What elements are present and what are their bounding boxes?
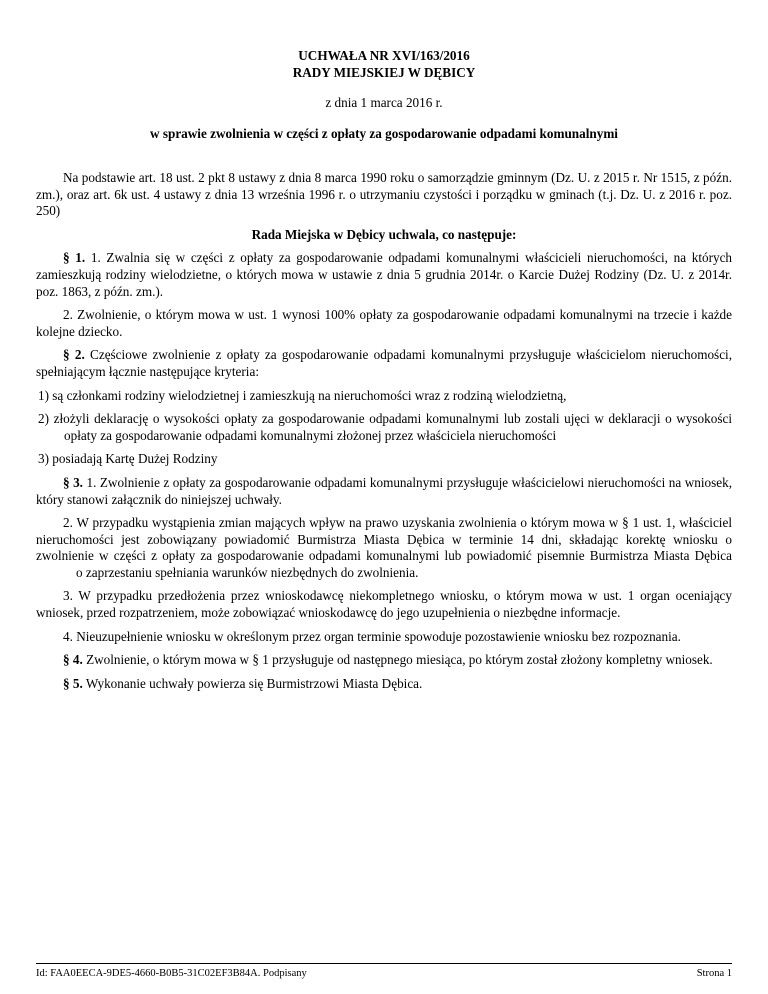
section-3-text-1: 1. Zwolnienie z opłaty za gospodarowanie odpadami komunalnymi przysługuje właścicielowi nieruchomości na wniosek, który stanowi załącznik do niniejszej uchwały.	[36, 474, 732, 507]
resolution-number: UCHWAŁA NR XVI/163/2016	[298, 48, 470, 63]
section-3-paragraph-1	[36, 475, 732, 508]
section-3-paragraph-4: 4. Nieuzupełnienie wniosku w określonym przez organ terminie spowoduje pozostawienie wniosku bez rozpoznania.	[63, 628, 681, 644]
preamble: Na podstawie art. 18 ust. 2 pkt 8 ustawy z dnia 8 marca 1990 roku o samorządzie gminnym (Dz. U. z 2015 r. Nr 1515, z późn. zm.), oraz art. 6k ust. 4 ustawy z dnia 13 września 1996 r. o utrzymaniu czystości i porządku w gminach (t.j. Dz. U. z 2016 r. poz. 250)	[36, 170, 732, 219]
section-3-paragraph-2	[36, 515, 732, 581]
section-4-text: Zwolnienie, o którym mowa w § 1 przysługuje od następnego miesiąca, po którym został złożony kompletny wniosek.	[86, 652, 713, 668]
resolution-subject: w sprawie zwolnienia w części z opłaty za gospodarowanie odpadami komunalnymi	[150, 126, 618, 141]
document-page	[36, 0, 732, 994]
document-id: Id: FAA0EECA-9DE5-4660-B0B5-31C02EF3B84A. Podpisany	[36, 968, 307, 979]
section-2-label: § 2.	[63, 347, 85, 363]
section-3-paragraph-3: 3. W przypadku przedłożenia przez wnioskodawcę niekompletnego wniosku, o którym mowa w ust. 1 organ oceniający wniosek, przed rozpatrzeniem, może zobowiązać wnioskodawcę do jego uzupełnienia o niezbędne informacje.	[36, 588, 732, 621]
section-3-label: § 3.	[63, 474, 83, 490]
section-1-text-1: 1. Zwalnia się w części z opłaty za gospodarowanie odpadami komunalnymi właścicieli nieruchomości, na których zamieszkują rodziny wielodzietne, o których mowa w ustawie z dnia 5 grudnia 2014r. o Karcie Dużej Rodziny (Dz. U. z 2014r. poz. 1863, z późn. zm.).	[36, 250, 733, 299]
criteria-item-3: 3) posiadają Kartę Dużej Rodziny	[38, 451, 218, 467]
section-5-label: § 5.	[63, 675, 83, 691]
section-1-paragraph-1	[36, 250, 732, 300]
section-1-label: § 1.	[63, 250, 86, 266]
section-4-label: § 4.	[63, 652, 83, 668]
section-1-paragraph-2: 2. Zwolnienie, o którym mowa w ust. 1 wynosi 100% opłaty za gospodarowanie odpadami komunalnymi na trzecie i każde kolejne dziecko.	[36, 307, 732, 339]
council-resolves: Rada Miejska w Dębicy uchwala, co następuje:	[251, 226, 517, 242]
footer-divider	[36, 963, 732, 964]
criteria-item-2: 2) złożyli deklarację o wysokości opłaty za gospodarowanie odpadami komunalnymi lub zostali ujęci w deklaracji o wysokości opłaty za gospodarowanie odpadami komunalnymi złożonej przez właściciela nieruchomości	[38, 411, 732, 443]
section-5-paragraph	[36, 676, 732, 693]
section-4-paragraph	[36, 652, 732, 669]
document-body	[36, 170, 732, 699]
section-5-text: Wykonanie uchwały powierza się Burmistrzowi Miasta Dębica.	[85, 675, 423, 691]
section-2-text: Częściowe zwolnienie z opłaty za gospodarowanie odpadami komunalnymi przysługuje właścicielom nieruchomości, spełniającym łącznie następujące kryteria:	[36, 347, 733, 379]
resolution-date: z dnia 1 marca 2016 r.	[325, 95, 443, 110]
section-2-paragraph	[36, 347, 732, 380]
section-3-text-2b: o zaprzestaniu spełniania warunków niezbędnych do zwolnienia.	[76, 564, 419, 580]
criteria-item-1: 1) są członkami rodziny wielodzietnej i zamieszkują na nieruchomości wraz z rodziną wielodzietną,	[38, 387, 567, 403]
page-number: Strona 1	[696, 968, 732, 979]
section-3-text-2a: 2. W przypadku wystąpienia zmian mających wpływ na prawo uzyskania zwolnienia o którym mowa w § 1 ust. 1, właściciel nieruchomości jest zobowiązany powiadomić Burmistrza Miasta Dębica w terminie 14 dni, składając korektę wniosku o zwolnienie w części z opłaty za gospodarowanie odpadami komunalnymi lub powiadomić pisemnie Burmistrza Miasta Dębica	[36, 515, 732, 564]
council-name: RADY MIEJSKIEJ W DĘBICY	[292, 65, 476, 80]
